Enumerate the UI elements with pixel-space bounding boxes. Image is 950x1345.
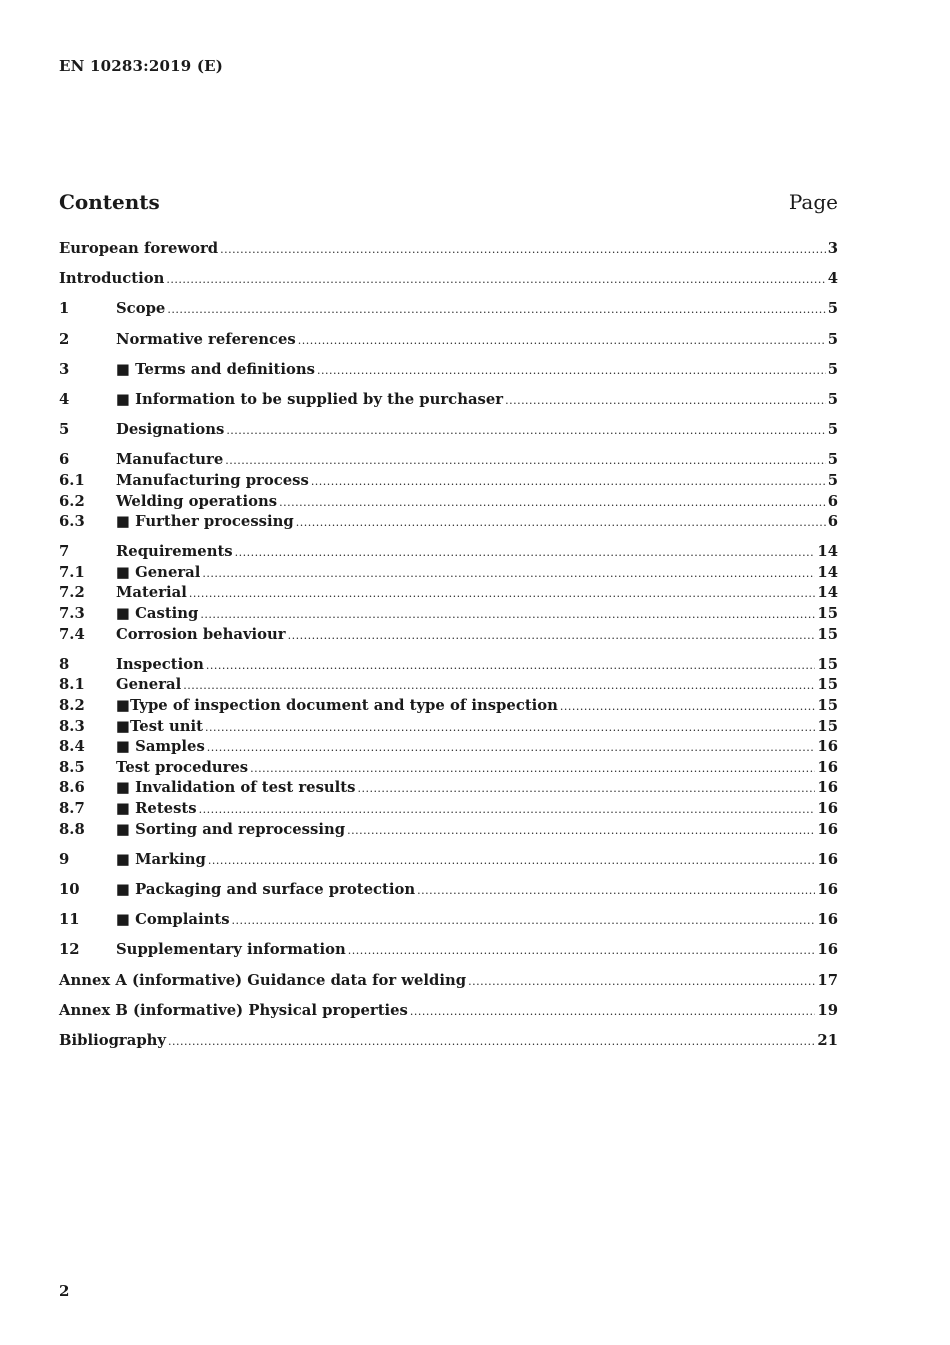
toc-entry-title: ■ Further processing [116,513,294,531]
toc-entry-title: Annex A (informative) Guidance data for welding [59,971,467,989]
toc-entry[interactable] [59,300,838,321]
toc-entry-page: 4 [827,270,838,288]
toc-entry-title: General [116,676,182,694]
toc-entry[interactable] [59,779,838,800]
toc-entry-title: ■ Marking [116,850,206,868]
toc-entry-number: 8.2 [59,697,85,715]
toc-entry-page: 16 [817,850,838,868]
toc-leader-dots [279,496,826,509]
toc-entry[interactable] [59,1032,838,1053]
toc-leader-dots [189,587,816,600]
toc-entry-page: 19 [817,1001,838,1019]
toc-entry[interactable] [59,881,838,902]
toc-entry-title: Scope [116,300,166,318]
contents-header [59,190,838,214]
toc-entry[interactable] [59,584,838,605]
toc-entry-title: Annex B (informative) Physical properties [59,1001,408,1019]
toc-entry-title: ■ Complaints [116,911,230,929]
toc-entry[interactable] [59,472,838,493]
document-id: EN 10283:2019 (E) [59,57,224,75]
toc-entry[interactable] [59,676,838,697]
toc-entry-title: Bibliography [59,1031,167,1049]
toc-entry[interactable] [59,421,838,442]
toc-entry-page: 21 [817,1031,838,1049]
toc-entry-title: Corrosion behaviour [116,625,286,643]
toc-entry-title: Requirements [116,543,233,561]
toc-entry-page: 5 [827,421,838,439]
toc-leader-dots [167,303,825,316]
toc-entry-number: 6 [59,451,70,469]
toc-leader-dots [207,741,816,754]
toc-entry-title: ■Test unit [116,717,203,735]
toc-leader-dots [205,721,815,734]
toc-leader-dots [202,567,815,580]
toc-entry-page: 14 [817,584,838,602]
toc-entry-page: 15 [817,697,838,715]
toc-entry-number: 6.2 [59,492,85,510]
toc-entry-number: 10 [59,880,80,898]
toc-entry-title: Welding operations [116,492,278,510]
toc-entry-title: Material [116,584,187,602]
toc-entry-title: ■ Retests [116,800,197,817]
toc-entry[interactable] [59,911,838,932]
toc-entry[interactable] [59,391,838,412]
toc-entry-page: 16 [817,800,838,817]
toc-entry-title: Introduction [59,270,165,288]
toc-entry-number: 8.7 [59,800,85,817]
toc-entry-number: 7.1 [59,563,85,581]
toc-leader-dots [250,762,815,775]
toc-leader-dots [226,424,825,437]
toc-leader-dots [410,1005,816,1018]
toc-leader-dots [468,975,815,988]
toc-entry-title: ■ Samples [116,738,205,756]
toc-leader-dots [347,824,815,837]
toc-entry-page: 16 [817,941,838,959]
toc-entry-title: ■ Packaging and surface protection [116,880,416,898]
toc-entry-title: ■ Terms and definitions [116,360,315,378]
toc-entry-number: 11 [59,911,80,929]
toc-entry-number: 3 [59,360,70,378]
toc-entry-page: 6 [827,492,838,510]
toc-entry[interactable] [59,759,838,780]
toc-entry-number: 7.4 [59,625,85,643]
toc-entry-page: 14 [817,563,838,581]
toc-entry-number: 8.8 [59,820,85,838]
toc-entry-number: 7.3 [59,605,85,623]
toc-entry-page: 5 [827,451,838,469]
toc-entry[interactable] [59,800,838,821]
toc-entry-title: Designations [116,421,225,439]
toc-entry-title: ■ Sorting and reprocessing [116,820,346,838]
toc-entry-number: 1 [59,300,70,318]
toc-entry[interactable] [59,972,838,993]
toc-leader-dots [348,944,816,957]
toc-leader-dots [357,782,815,795]
toc-entry-title: ■ Invalidation of test results [116,779,356,797]
toc-leader-dots [220,243,826,256]
toc-entry[interactable] [59,513,838,534]
toc-entry-number: 2 [59,330,70,348]
toc-entry-page: 6 [827,513,838,531]
toc-entry[interactable] [59,821,838,842]
toc-leader-dots [560,700,815,713]
toc-entry-title: Supplementary information [116,941,346,959]
toc-entry[interactable] [59,656,838,677]
toc-entry-title: European foreword [59,240,219,257]
toc-entry[interactable] [59,361,838,382]
toc-entry-page: 5 [827,360,838,378]
toc-entry[interactable] [59,543,838,564]
toc-entry-title: ■ Casting [116,605,199,623]
toc-entry-number: 12 [59,941,80,959]
toc-leader-dots [298,334,826,347]
toc-entry-number: 4 [59,390,70,408]
toc-entry-title: Test procedures [116,758,249,776]
toc-leader-dots [317,364,826,377]
toc-entry-page: 16 [817,779,838,797]
toc-entry[interactable] [59,626,838,647]
toc-entry-page: 15 [817,717,838,735]
toc-entry[interactable] [59,493,838,514]
toc-entry-title: Normative references [116,330,296,348]
toc-entry-title: Manufacture [116,451,224,469]
toc-entry[interactable] [59,738,838,759]
toc-leader-dots [200,608,815,621]
toc-entry-page: 15 [817,605,838,623]
toc-entry-number: 7 [59,543,70,561]
toc-entry-page: 16 [817,820,838,838]
toc-entry-number: 6.1 [59,471,85,489]
toc-leader-dots [168,1035,815,1048]
toc-entry-number: 5 [59,421,70,439]
page-column-label: Page [788,190,838,214]
toc-entry[interactable] [59,605,838,626]
toc-leader-dots [235,546,816,559]
toc-entry[interactable] [59,240,838,261]
toc-entry-page: 16 [817,880,838,898]
toc-leader-dots [199,803,816,816]
toc-entry-page: 16 [817,911,838,929]
toc-entry-page: 16 [817,738,838,756]
toc-entry-page: 14 [817,543,838,561]
toc-entry[interactable] [59,697,838,718]
toc-leader-dots [505,394,826,407]
toc-entry-page: 5 [827,300,838,318]
toc-entry-number: 9 [59,850,70,868]
toc-entry-page: 5 [827,471,838,489]
toc-leader-dots [288,629,816,642]
toc-entry[interactable] [59,851,838,872]
toc-leader-dots [232,914,816,927]
toc-entry[interactable] [59,331,838,352]
toc-entry-title: ■Type of inspection document and type of inspection [116,697,558,715]
toc-leader-dots [208,854,816,867]
toc-entry-title: ■ Information to be supplied by the purchaser [116,390,504,408]
contents-title: Contents [59,190,160,214]
toc-entry-page: 5 [827,390,838,408]
toc-entry-page: 15 [817,655,838,673]
toc-entry-page: 17 [817,971,838,989]
toc-leader-dots [183,679,815,692]
toc-entry-number: 8.3 [59,717,85,735]
toc-entry-number: 8.4 [59,738,85,756]
toc-entry[interactable] [59,270,838,291]
toc-entry[interactable] [59,451,838,472]
toc-leader-dots [296,516,826,529]
toc-entry-number: 8.1 [59,676,85,694]
toc-entry[interactable] [59,941,838,962]
toc-entry[interactable] [59,1002,838,1023]
toc-entry-number: 6.3 [59,513,85,531]
toc-entry-page: 15 [817,625,838,643]
toc-entry-title: ■ General [116,563,201,581]
toc-entry-page: 5 [827,330,838,348]
toc-leader-dots [166,273,825,286]
toc-entry[interactable] [59,718,838,739]
toc-entry-page: 15 [817,676,838,694]
toc-entry-page: 16 [817,758,838,776]
table-of-contents [59,240,838,1053]
toc-leader-dots [417,884,815,897]
page-number: 2 [59,1282,70,1300]
toc-entry-title: Inspection [116,655,204,673]
toc-leader-dots [225,454,825,467]
toc-entry[interactable] [59,564,838,585]
toc-entry-number: 8 [59,655,70,673]
toc-leader-dots [311,475,826,488]
toc-leader-dots [206,659,816,672]
toc-entry-number: 7.2 [59,584,85,602]
toc-entry-number: 8.6 [59,779,85,797]
toc-entry-page: 3 [827,240,838,257]
toc-entry-title: Manufacturing process [116,471,309,489]
toc-entry-number: 8.5 [59,758,85,776]
